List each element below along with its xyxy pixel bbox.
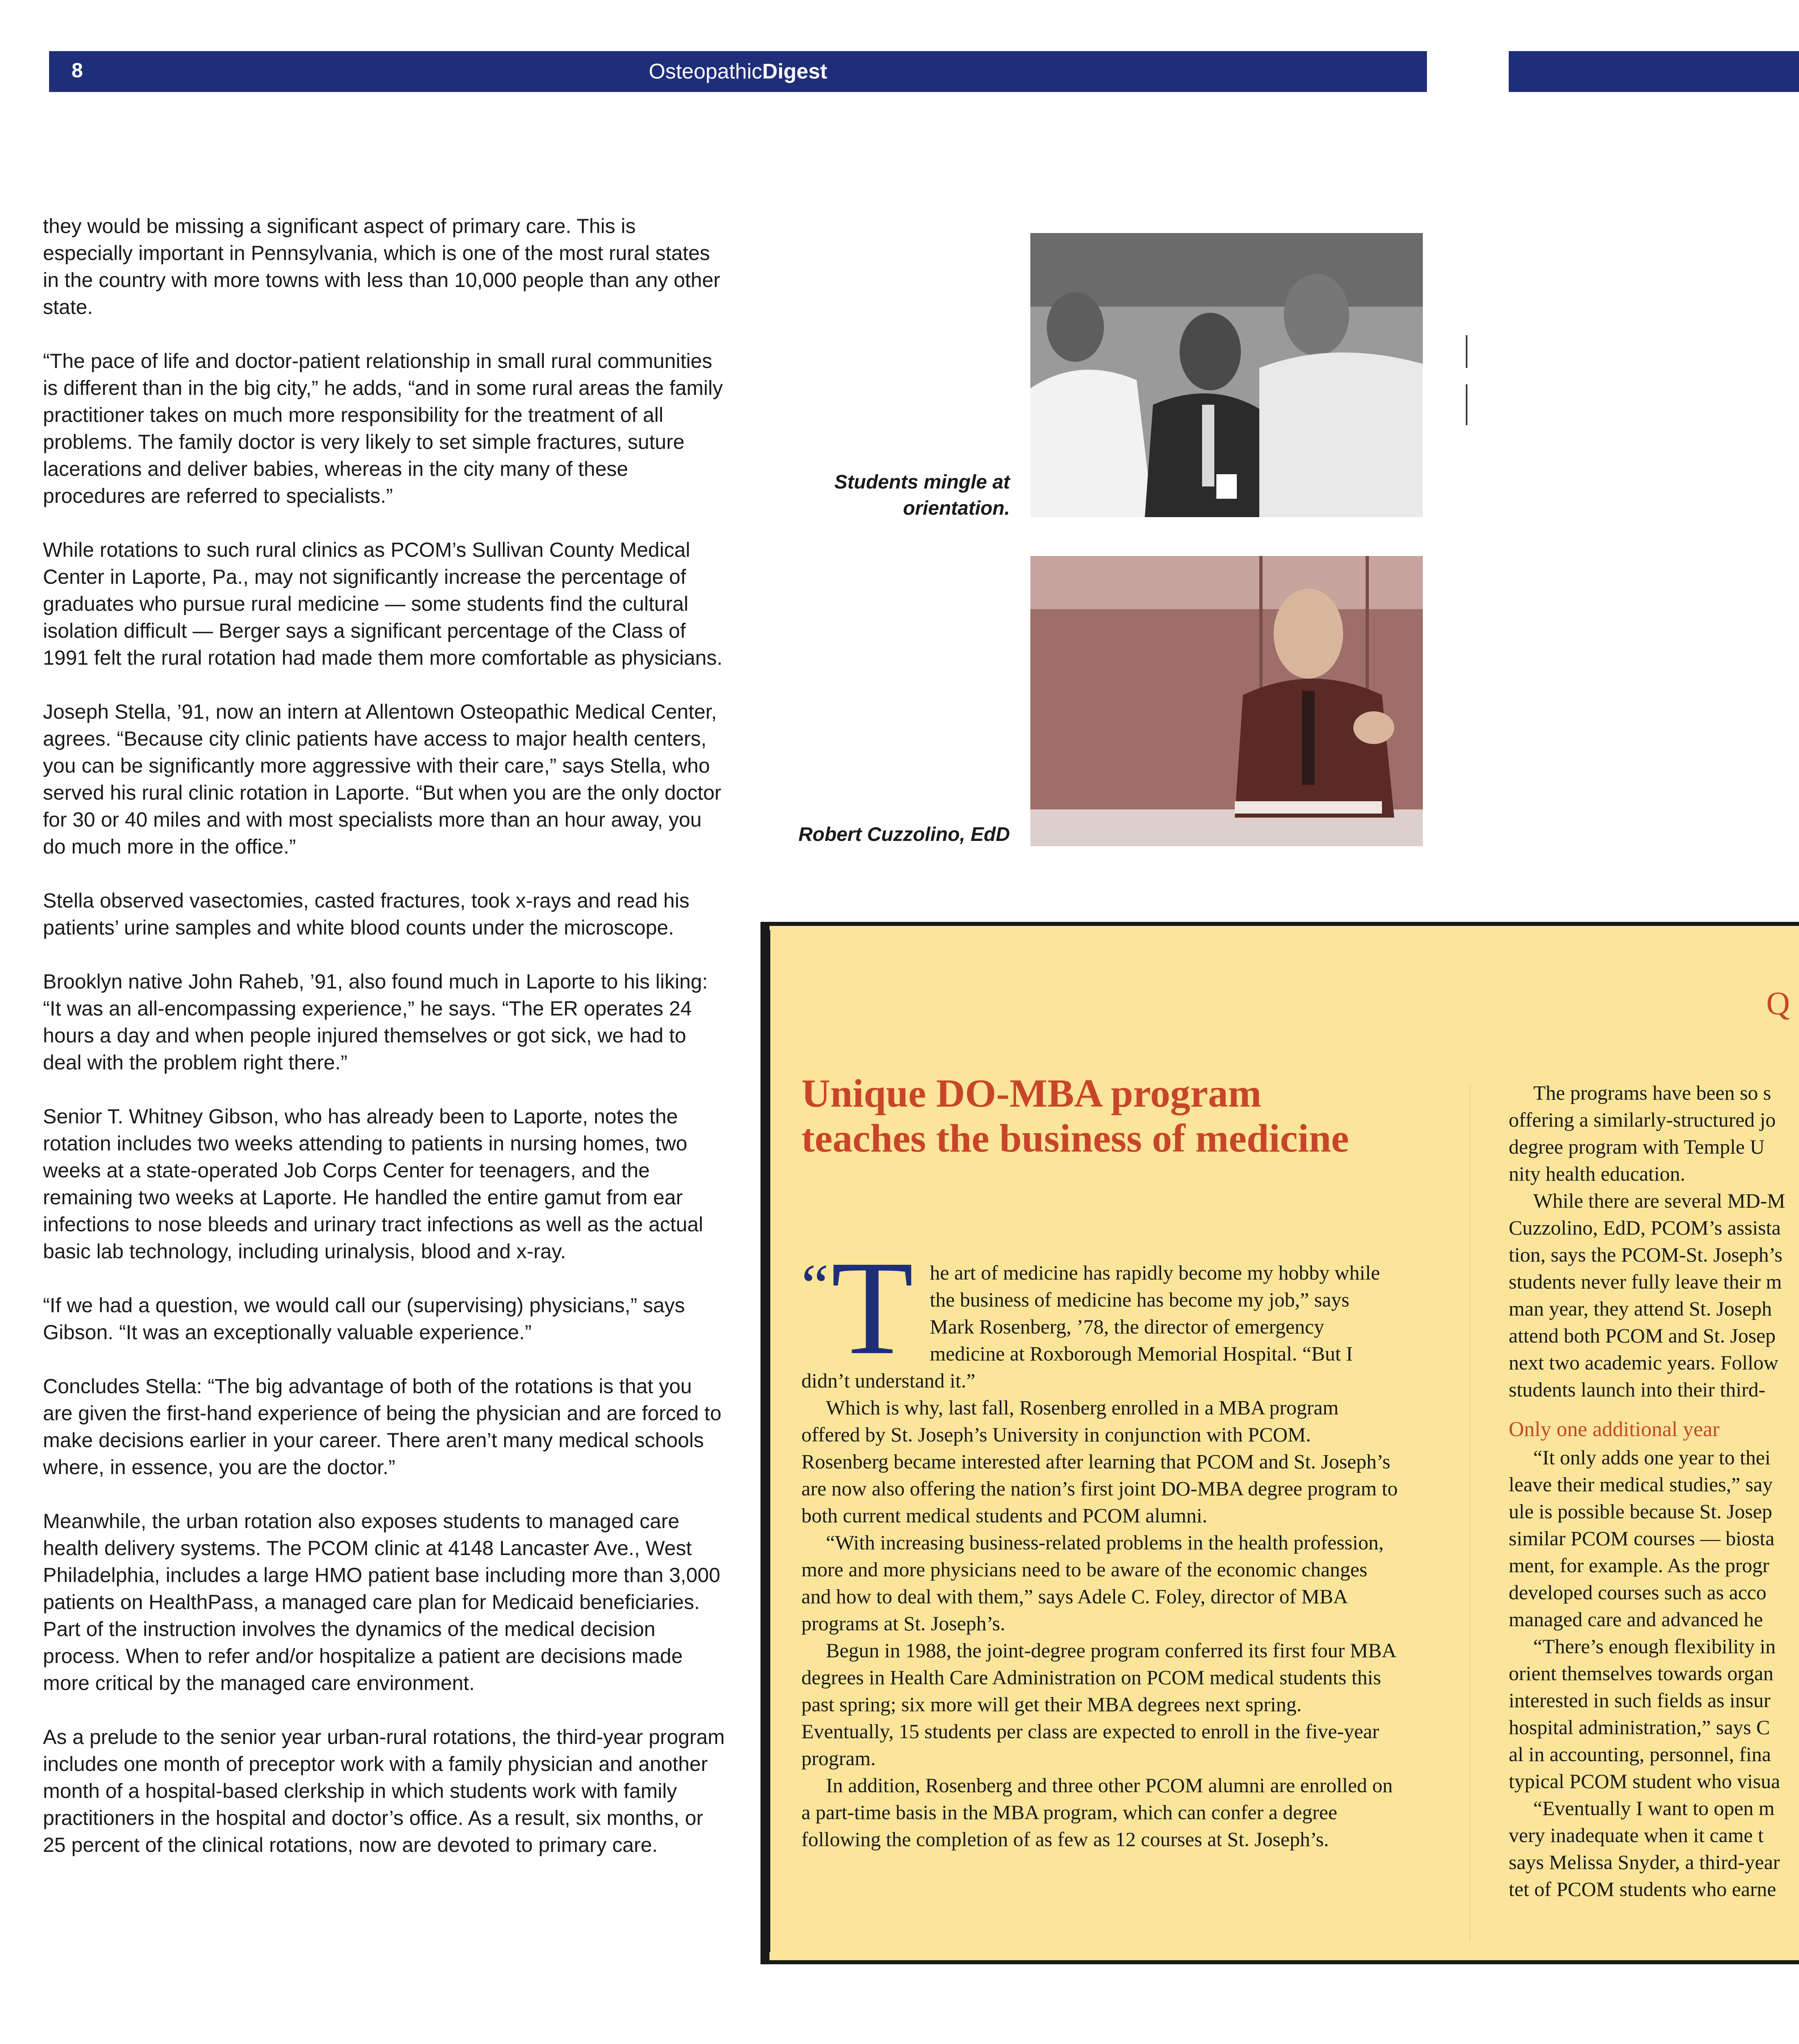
publication-title-light: Osteopathic bbox=[648, 60, 763, 83]
sidebar-line: attend both PCOM and St. Josep bbox=[1509, 1324, 1776, 1347]
sidebar-line: “There’s enough flexibility in bbox=[1533, 1635, 1776, 1658]
article-paragraph: Concludes Stella: “The big advantage of both of the rotations is that you are given the first-hand experience of being the physician and are forced to make decisions earlier in your career. There aren’t many medical schools where, in essence, you are the doctor.” bbox=[43, 1375, 722, 1479]
photo-caption: Robert Cuzzolino, EdD bbox=[798, 824, 1010, 845]
sidebar-lead-paragraph bbox=[801, 1233, 1398, 1394]
sidebar-headline: Unique DO-MBA program teaches the business of medicine bbox=[801, 1071, 1349, 1161]
sidebar-ornament: Q bbox=[1766, 986, 1790, 1022]
article-paragraph: Meanwhile, the urban rotation also exposes students to managed care health delivery systems. The PCOM clinic at 4148 Lancaster Ave., West Philadelphia, includes a large HMO patient base including more than 3,000 patients on HealthPass, a managed care plan for Medicaid beneficiaries. Part of the instruction involves the dynamics of the medical decision process. When to refer and/or hospitalize a patient are decisions made more critical by the managed care environment. bbox=[43, 1510, 720, 1694]
sidebar-line: students never fully leave their m bbox=[1509, 1270, 1782, 1293]
publication-title bbox=[49, 60, 1427, 83]
article-paragraph: Senior T. Whitney Gibson, who has already been to Laporte, notes the rotation includes two weeks attending to patients in nursing homes, two weeks at a state-operated Job Corps Center for teenagers, and the remaining two weeks at Laporte. He handled the entire gamut from ear infections to nose bleeds and urinary tract infections as well as the actual basic lab technology, including urinalysis, blood and x-ray. bbox=[43, 1105, 703, 1263]
sidebar-line: typical PCOM student who visua bbox=[1509, 1770, 1780, 1793]
sidebar-line: While there are several MD-M bbox=[1533, 1189, 1786, 1212]
sidebar-line: man year, they attend St. Joseph bbox=[1509, 1297, 1772, 1320]
scan-mark bbox=[1466, 335, 1467, 368]
sidebar-column-divider bbox=[1470, 1083, 1471, 1942]
sidebar-line: students launch into their third- bbox=[1509, 1378, 1765, 1401]
sidebar-line: next two academic years. Follow bbox=[1509, 1351, 1779, 1374]
photo-robert-cuzzolino-illustration bbox=[1030, 556, 1423, 846]
sidebar-subhead: Only one additional year bbox=[1509, 1418, 1720, 1441]
article-paragraph: Joseph Stella, ’91, now an intern at Allentown Osteopathic Medical Center, agrees. “Because city clinic patients have access to major health centers, you can be significantly more aggressive with their care,” says Stella, who served his rural clinic rotation in Laporte. “But when you are the only doctor for 30 or 40 miles and with most specialists more than an hour away, you do much more in the office.” bbox=[43, 700, 722, 858]
sidebar-paragraph: Which is why, last fall, Rosenberg enrolled in a MBA program offered by St. Joseph’s University in conjunction with PCOM. Rosenberg became interested after learning that PCOM and St. Joseph’s are now also offering the nation’s first joint DO-MBA degree program to both current medical students and PCOM alumni. bbox=[801, 1396, 1398, 1527]
sidebar-paragraph: In addition, Rosenberg and three other PCOM alumni are enrolled on a part-time basis in the MBA program, which can confer a degree following the completion of as few as 12 courses at St. Joseph’s. bbox=[801, 1774, 1393, 1851]
sidebar-line: interested in such fields as insur bbox=[1509, 1689, 1771, 1712]
header-bar bbox=[49, 51, 1427, 92]
sidebar-line: “Eventually I want to open m bbox=[1533, 1797, 1775, 1820]
sidebar-line: tet of PCOM students who earne bbox=[1509, 1878, 1777, 1901]
sidebar-line: ment, for example. As the progr bbox=[1509, 1554, 1770, 1577]
sidebar-paragraph: “With increasing business-related problems in the health profession, more and more physicians need to be aware of the economic changes and how to deal with them,” says Adele C. Foley, director of MBA programs at St. Joseph’s. bbox=[801, 1531, 1384, 1635]
article-paragraph: “The pace of life and doctor-patient relationship in small rural communities is different than in the big city,” he adds, “and in some rural areas the family practitioner takes on much more responsibility for the treatment of all problems. The family doctor is very likely to set simple fractures, suture lacerations and deliver babies, whereas in the city many of these procedures are referred to specialists.” bbox=[43, 350, 723, 507]
sidebar-line: degree program with Temple U bbox=[1509, 1135, 1765, 1158]
sidebar-line: offering a similarly-structured jo bbox=[1509, 1108, 1776, 1131]
sidebar-line: very inadequate when it came t bbox=[1509, 1824, 1764, 1847]
article-paragraph: they would be missing a significant aspect of primary care. This is especially important in Pennsylvania, which is one of the most rural states in the country with more towns with less than 10,000 people than any other state. bbox=[43, 215, 720, 318]
page-number: 8 bbox=[72, 59, 83, 82]
lead-text: he art of medicine has rapidly become my hobby while the business of medicine has become my job,” says Mark Rosenberg, ’78, the director of emergency medicine at Roxborough Memorial Hospital. “But I didn’t understand it.” bbox=[801, 1261, 1380, 1392]
drop-quote: “ bbox=[801, 1252, 829, 1320]
sidebar-line: nity health education. bbox=[1509, 1162, 1685, 1185]
photo-students-mingle bbox=[1030, 233, 1423, 517]
publication-title-bold: Digest bbox=[762, 60, 828, 83]
article-paragraph: “If we had a question, we would call our (supervising) physicians,” says Gibson. “It was an exceptionally valuable experience.” bbox=[43, 1294, 685, 1344]
scan-mark bbox=[1466, 384, 1467, 425]
article-paragraph: Brooklyn native John Raheb, ’91, also found much in Laporte to his liking: “It was an all-encompassing experience,” he says. “The ER operates 24 hours a day and when people injured themselves or got sick, we had to deal with the problem right there.” bbox=[43, 970, 708, 1074]
article-paragraph: While rotations to such rural clinics as PCOM’s Sullivan County Medical Center in Laporte, Pa., may not significantly increase the percentage of graduates who pursue rural medicine — some students find the cultural isolation difficult — Berger says a significant percentage of the Class of 1991 felt the rural rotation had made them more comfortable as physicians. bbox=[43, 538, 722, 669]
drop-cap: T bbox=[831, 1233, 914, 1383]
sidebar-line: The programs have been so s bbox=[1533, 1081, 1771, 1104]
article-paragraph: Stella observed vasectomies, casted fractures, took x-rays and read his patients’ urine samples and white blood counts under the microscope. bbox=[43, 889, 690, 939]
sidebar-line: developed courses such as acco bbox=[1509, 1581, 1767, 1604]
sidebar-column-1 bbox=[801, 1233, 1398, 1853]
sidebar-line: hospital administration,” says C bbox=[1509, 1716, 1770, 1739]
article-body bbox=[43, 213, 726, 1885]
photo-robert-cuzzolino bbox=[1030, 556, 1423, 846]
sidebar-line: Cuzzolino, EdD, PCOM’s assista bbox=[1509, 1216, 1781, 1239]
sidebar-line: tion, says the PCOM-St. Joseph’s bbox=[1509, 1243, 1783, 1266]
sidebar-column-2 bbox=[1509, 1079, 1799, 1903]
sidebar-line: similar PCOM courses — biosta bbox=[1509, 1527, 1774, 1550]
article-paragraph: As a prelude to the senior year urban-rural rotations, the third-year program includes one month of preceptor work with a family physician and another month of a hospital-based clerkship in which students work with family practitioners in the hospital and doctor’s office. As a result, six months, or 25 percent of the clinical rotations, now are devoted to primary care. bbox=[43, 1726, 725, 1856]
sidebar-line: al in accounting, personnel, fina bbox=[1509, 1743, 1771, 1766]
sidebar-line: orient themselves towards organ bbox=[1509, 1662, 1774, 1685]
sidebar-line: leave their medical studies,” say bbox=[1509, 1473, 1773, 1496]
photo-students-mingle-illustration bbox=[1030, 233, 1423, 517]
photo-caption: Students mingle at orientation. bbox=[834, 471, 1010, 519]
sidebar-paragraph: Begun in 1988, the joint-degree program conferred its first four MBA degrees in Health Care Administration on PCOM medical students this past spring; six more will get their MBA degrees next spring. Eventually, 15 students per class are expected to enroll in the five-year program. bbox=[801, 1639, 1395, 1770]
sidebar-line: says Melissa Snyder, a third-year bbox=[1509, 1851, 1780, 1874]
sidebar-line: managed care and advanced he bbox=[1509, 1608, 1763, 1631]
sidebar-rule bbox=[769, 930, 770, 1952]
sidebar-line: “It only adds one year to thei bbox=[1533, 1446, 1771, 1469]
sidebar-line: ule is possible because St. Josep bbox=[1509, 1500, 1772, 1523]
header-bar-facing-page bbox=[1509, 51, 1799, 92]
